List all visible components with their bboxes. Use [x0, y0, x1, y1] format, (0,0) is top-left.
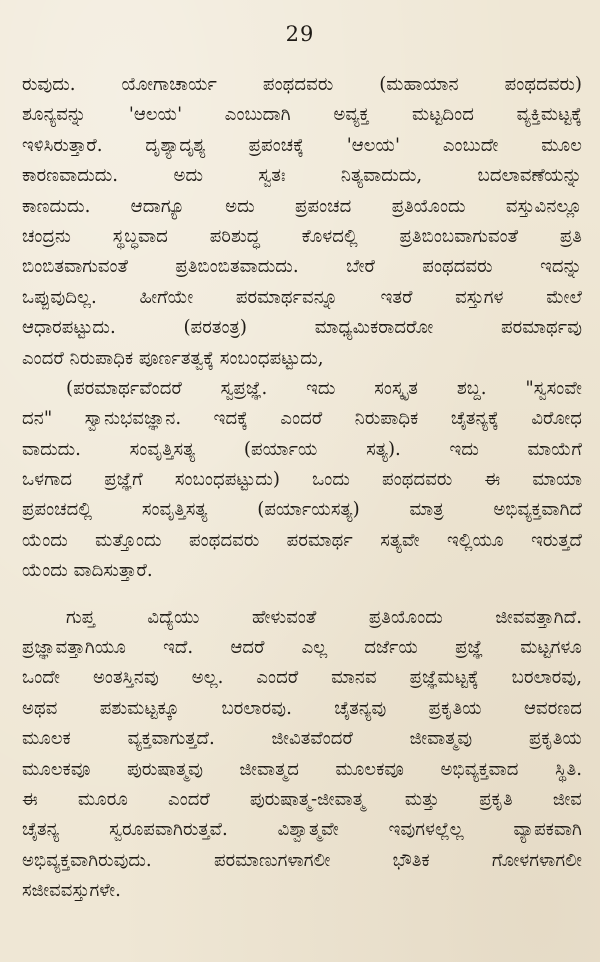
paragraph-1: [22, 70, 582, 374]
text-line: ಚೈತನ್ಯ ಸ್ವರೂಪವಾಗಿರುತ್ತವೆ. ವಿಶ್ವಾತ್ಮವೇ ಇವುಗಳಲ್ಲೆಲ್ಲ ವ್ಯಾಪಕವಾಗಿ: [22, 819, 582, 841]
text-line: ಈ ಮೂರೂ ಎಂದರೆ ಪುರುಷಾತ್ಮ-ಜೀವಾತ್ಮ ಮತ್ತು ಪ್ರಕೃತಿ ಜೀವ: [22, 788, 582, 810]
text-line: ಯೆಂದು ಮತ್ತೊಂದು ಪಂಥದವರು ಪರಮಾರ್ಥ ಸತ್ಯವೇ ಇಲ್ಲಿಯೂ ಇರುತ್ತದೆ: [22, 529, 582, 551]
paragraph-2: [22, 374, 582, 587]
text-line: ವಾದುದು. ಸಂವೃತ್ತಿಸತ್ಯ (ಪರ್ಯಾಯ ಸತ್ಯ). ಇದು ಮಾಯೆಗೆ: [22, 438, 582, 460]
page-number: 29: [285, 22, 315, 46]
text-line: ಒಳಗಾದ ಪ್ರಜ್ಞೆಗೆ ಸಂಬಂಧಪಟ್ಟುದು) ಒಂದು ಪಂಥದವರು ಈ ಮಾಯಾ: [22, 469, 582, 491]
text-line: ಅಥವ ಪಶುಮಟ್ಟಕ್ಕೂ ಬರಲಾರವು. ಚೈತನ್ಯವು ಪ್ರಕೃತಿಯ ಆವರಣದ: [22, 697, 582, 719]
text-line: ಆಧಾರಪಟ್ಟುದು. (ಪರತಂತ್ರ) ಮಾಧ್ಯಮಿಕರಾದರೋ ಪರಮಾರ್ಥವು: [22, 317, 582, 339]
text-line: ಬಿಂಬಿತವಾಗುವಂತೆ ಪ್ರತಿಬಿಂಬಿತವಾದುದು. ಬೇರೆ ಪಂಥದವರು ಇದನ್ನು: [22, 256, 582, 278]
text-line: ಶೂನ್ಯವನ್ನು 'ಆಲಯ' ಎಂಬುದಾಗಿ ಅವ್ಯಕ್ತ ಮಟ್ಟದಿಂದ ವ್ಯಕ್ತಿಮಟ್ಟಕ್ಕೆ: [22, 104, 582, 126]
text-line: ಸಜೀವವಸ್ತುಗಳೇ.: [22, 880, 121, 902]
text-line: ಯೆಂದು ವಾದಿಸುತ್ತಾರೆ.: [22, 560, 153, 582]
text-line: ಚಂದ್ರನು ಸ್ಥಬ್ಧವಾದ ಪರಿಶುದ್ಧ ಕೊಳದಲ್ಲಿ ಪ್ರತಿಬಿಂಬವಾಗುವಂತೆ ಪ್ರತಿ: [22, 225, 582, 247]
text-line: ರುವುದು. ಯೋಗಾಚಾರ್ಯ ಪಂಥದವರು (ಮಹಾಯಾನ ಪಂಥದವರು): [22, 74, 582, 95]
body-text: [22, 70, 582, 907]
text-line: ಮೂಲಕ ವ್ಯಕ್ತವಾಗುತ್ತದೆ. ಜೀವಿತವೆಂದರೆ ಜೀವಾತ್ಮವು ಪ್ರಕೃತಿಯ: [22, 728, 582, 750]
text-line: ಅಭಿವ್ಯಕ್ತವಾಗಿರುವುದು. ಪರಮಾಣುಗಳಾಗಲೀ ಭೌತಿಕ ಗೋಳಗಳಾಗಲೀ: [22, 849, 582, 871]
text-line: ಇಳಿಸಿರುತ್ತಾರೆ. ದೃಶ್ಯಾದೃಶ್ಯ ಪ್ರಪಂಚಕ್ಕೆ 'ಆಲಯ' ಎಂಬುದೇ ಮೂಲ: [22, 134, 582, 156]
text-line: ಕಾಣದುದು. ಆದಾಗ್ಯೂ ಅದು ಪ್ರಪಂಚದ ಪ್ರತಿಯೊಂದು ವಸ್ತುವಿನಲ್ಲೂ: [22, 195, 582, 217]
text-line: ಪ್ರಜ್ಞಾವತ್ತಾಗಿಯೂ ಇದೆ. ಆದರೆ ಎಲ್ಲ ದರ್ಜೆಯ ಪ್ರಜ್ಞೆ ಮಟ್ಟಗಳೂ: [22, 637, 582, 659]
text-line: ದನ" ಸ್ವಾನುಭವಜ್ಞಾನ. ಇದಕ್ಕೆ ಎಂದರೆ ನಿರುಪಾಧಿಕ ಚೈತನ್ಯಕ್ಕೆ ವಿರೋಧ: [22, 408, 582, 430]
text-line: ಗುಪ್ತ ವಿದ್ಯೆಯು ಹೇಳುವಂತೆ ಪ್ರತಿಯೊಂದು ಜೀವವತ್ತಾಗಿದೆ.: [66, 606, 582, 628]
text-line: ಮೂಲಕವೂ ಪುರುಷಾತ್ಮವು ಜೀವಾತ್ಮದ ಮೂಲಕವೂ ಅಭಿವ್ಯಕ್ತವಾದ ಸ್ಥಿತಿ.: [22, 758, 582, 780]
text-line: (ಪರಮಾರ್ಥವೆಂದರೆ ಸ್ವಪ್ರಜ್ಞೆ. ಇದು ಸಂಸ್ಕೃತ ಶಬ್ದ. "ಸ್ವಸಂವೇ: [66, 377, 582, 399]
text-line: ಪ್ರಪಂಚದಲ್ಲಿ ಸಂವೃತ್ತಿಸತ್ಯ (ಪರ್ಯಾಯಸತ್ಯ) ಮಾತ್ರ ಅಭಿವ್ಯಕ್ತವಾಗಿದೆ: [22, 499, 582, 521]
paragraph-3: [22, 603, 582, 907]
text-line: ಕಾರಣವಾದುದು. ಅದು ಸ್ವತಃ ನಿತ್ಯವಾದುದು, ಬದಲಾವಣೆಯನ್ನು: [22, 165, 582, 187]
text-line: ಒಪ್ಪುವುದಿಲ್ಲ. ಹೀಗೆಯೇ ಪರಮಾರ್ಥವನ್ನೂ ಇತರೆ ವಸ್ತುಗಳ ಮೇಲೆ: [22, 286, 582, 308]
text-line: ಒಂದೇ ಅಂತಸ್ತಿನವು ಅಲ್ಲ. ಎಂದರೆ ಮಾನವ ಪ್ರಜ್ಞೆಮಟ್ಟಕ್ಕೆ ಬರಲಾರವು,: [22, 667, 582, 689]
text-line: ಎಂದರೆ ನಿರುಪಾಧಿಕ ಪೂರ್ಣತತ್ವಕ್ಕೆ ಸಂಬಂಧಪಟ್ಟುದು,: [22, 347, 324, 369]
paragraph-gap: [22, 587, 582, 603]
